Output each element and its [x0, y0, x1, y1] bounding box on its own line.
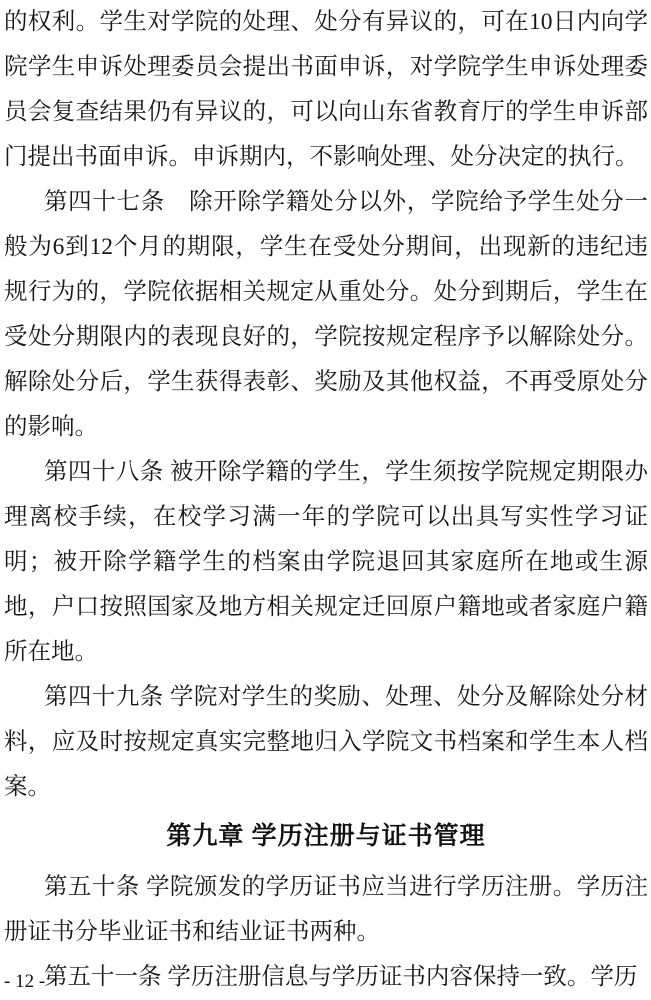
chapter-9-heading: 第九章 学历注册与证书管理: [166, 823, 486, 850]
paragraph-article-50: 第五十条 学院颁发的学历证书应当进行学历注册。学历注册证书分毕业证书和结业证书两种。: [4, 874, 648, 945]
page-number: - 12 -: [4, 971, 46, 992]
paragraph-appeal-rights: 的权利。学生对学院的处理、处分有异议的，可在10日内向学院学生申诉处理委员会提出书面申诉，对学院学生申诉处理委员会复查结果仍有异议的，可以向山东省教育厅的学生申诉部门提出书面申诉。申诉期内，不影响处理、处分决定的执行。: [4, 9, 648, 170]
paragraph-article-49: 第四十九条 学院对学生的奖励、处理、处分及解除处分材料，应及时按规定真实完整地归入学院文书档案和学生本人档案。: [4, 684, 648, 800]
paragraph-article-48: 第四十八条 被开除学籍的学生，学生须按学院规定期限办理离校手续，在校学习满一年的学院可以出具写实性学习证明；被开除学籍学生的档案由学院退回其家庭所在地或生源地，户口按照国家及地方相关规定迁回原户籍地或者家庭户籍所在地。: [4, 459, 648, 665]
paragraph-article-47: 第四十七条 除开除学籍处分以外，学院给予学生处分一般为6到12个月的期限，学生在受处分期间，出现新的违纪违规行为的，学院依据相关规定从重处分。处分到期后，学生在受处分期限内的表现良好的，学院按规定程序予以解除处分。解除处分后，学生获得表彰、奖励及其他权益，不再受原处分的影响。: [4, 189, 648, 440]
paragraph-article-51: 第五十一条 学历注册信息与学历证书内容保持一致。学历: [44, 964, 638, 990]
